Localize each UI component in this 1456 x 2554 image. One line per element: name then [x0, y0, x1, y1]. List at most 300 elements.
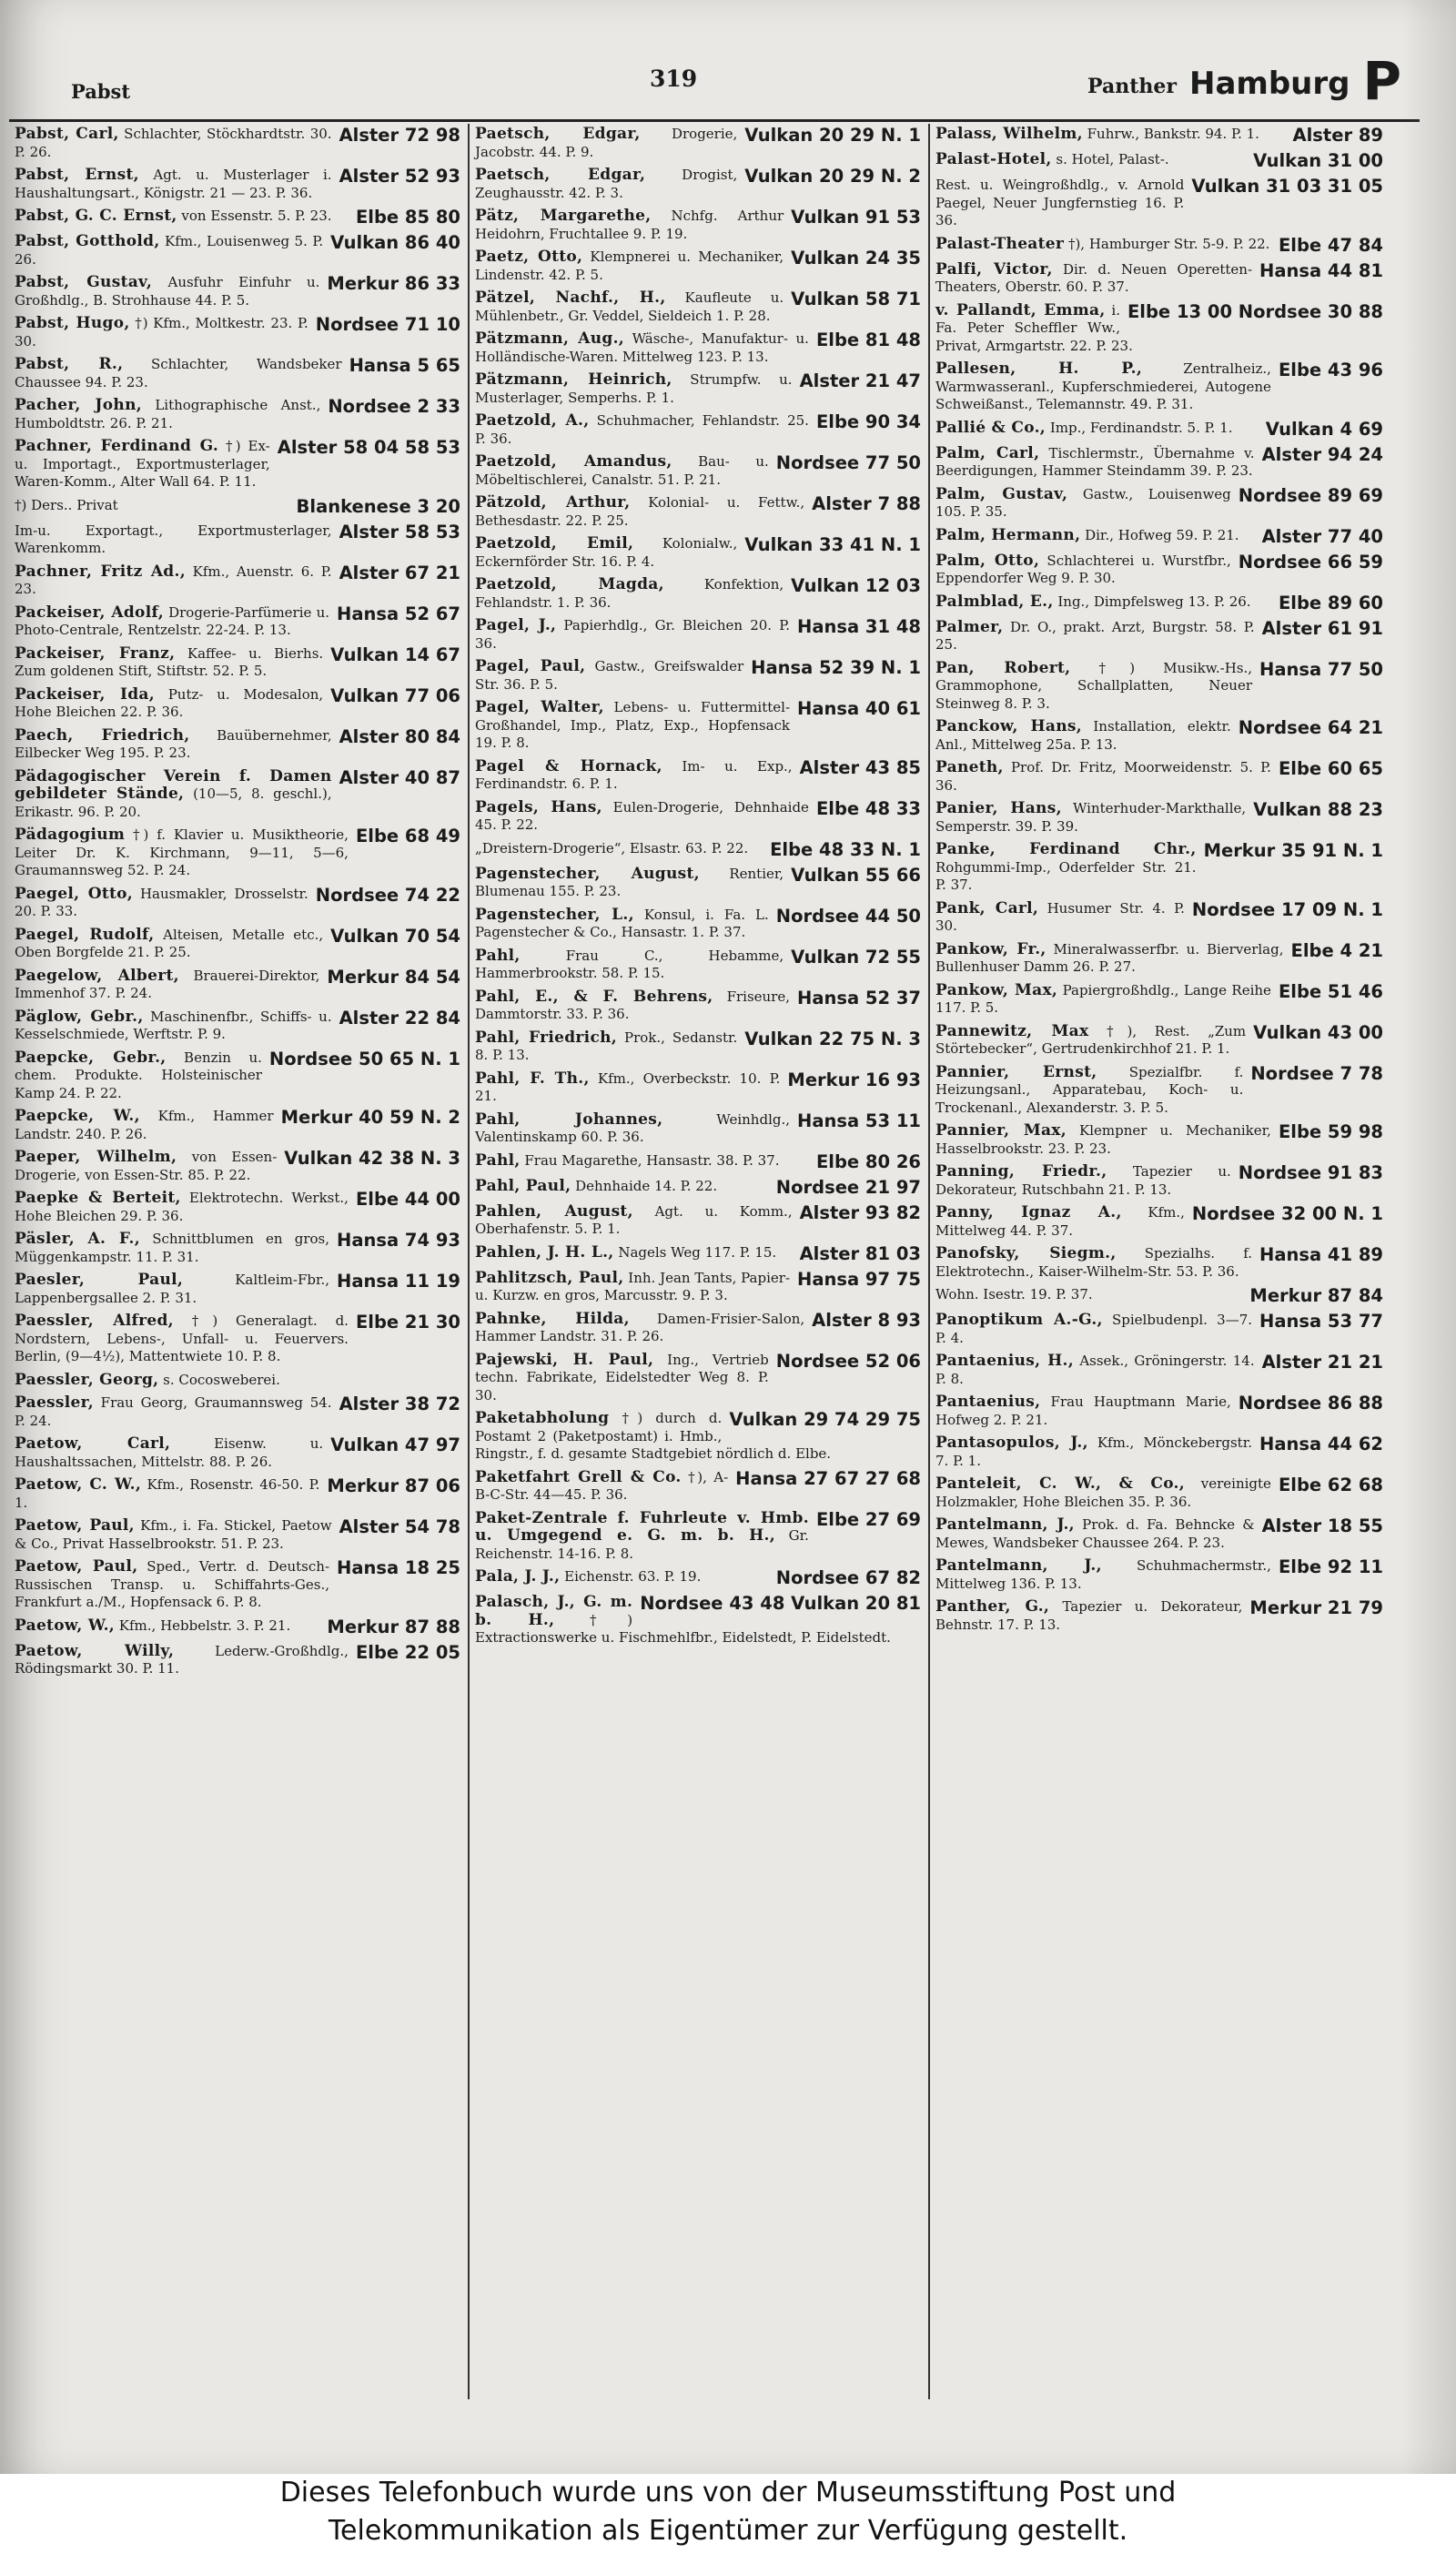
- directory-entry: [475, 1408, 921, 1467]
- entry-details: Agt. u. Musterlager i. Haushaltungsart., Königstr. 21 — 23. P. 36.: [15, 167, 332, 201]
- directory-entry: [15, 725, 460, 766]
- entry-name: Pannier, Ernst,: [935, 1062, 1097, 1081]
- directory-entry: [935, 1392, 1383, 1433]
- entry-name: Paech, Friedrich,: [15, 725, 190, 745]
- entry-details: „Dreistern-Drogerie“, Elsastr. 63. P. 22.: [475, 839, 749, 856]
- entry-name: Panteleit, C. W., & Co.,: [935, 1475, 1185, 1493]
- phone-number: Elbe 92 11: [1278, 1556, 1383, 1577]
- entry-details: †), A-B-C-Str. 44—45. P. 36.: [475, 1468, 729, 1503]
- entry-details: Papiergroßhdlg., Lange Reihe 117. P. 5.: [935, 981, 1271, 1016]
- entry-name: Panke, Ferdinand Chr.,: [935, 840, 1197, 858]
- entry-details: Dir., Hofweg 59. P. 21.: [1085, 526, 1239, 543]
- page-header: [71, 50, 1438, 112]
- directory-entry: [475, 838, 921, 864]
- directory-entry: [475, 410, 921, 451]
- phone-number: Elbe 85 80: [355, 207, 460, 228]
- section-letter: P: [1362, 50, 1401, 112]
- entry-details: Papierhdlg., Gr. Bleichen 20. P. 36.: [475, 617, 791, 652]
- phone-number: Vulkan 20 29 N. 2: [744, 166, 921, 187]
- entry-name: Pätzmann, Heinrich,: [475, 370, 672, 389]
- entry-details: Eisenw. u. Haushaltssachen, Mittelstr. 88. P. 26.: [15, 1435, 324, 1470]
- phone-number: Nordsee 21 97: [775, 1176, 921, 1198]
- entry-details: Sped., Vertr. d. Deutsch-Russischen Transp. u. Schiffahrts-Ges., Frankfurt a./M., Hopfensack 6. P. 8.: [15, 1558, 330, 1610]
- phone-number: Alster 58 53: [339, 521, 460, 542]
- entry-details: Wohn. Isestr. 19. P. 37.: [935, 1286, 1093, 1302]
- entry-name: Pahl, Paul,: [475, 1176, 571, 1195]
- phone-number: Alster 81 03: [799, 1242, 921, 1264]
- directory-entry: [475, 1201, 921, 1242]
- phone-number: Elbe 60 65: [1278, 758, 1383, 779]
- entry-name: Palmblad, E.,: [935, 592, 1054, 611]
- entry-name: Pantaenius, H.,: [935, 1352, 1074, 1370]
- directory-entry: [935, 124, 1383, 149]
- entry-details: Benzin u. chem. Produkte. Holsteinischer Kamp 24. P. 22.: [15, 1049, 262, 1101]
- entry-name: Packeiser, Franz,: [15, 644, 176, 663]
- entry-details: Schlachter, Stöckhardtstr. 30. P. 26.: [15, 126, 332, 160]
- phone-number: Vulkan 58 71: [791, 289, 921, 309]
- phone-number: Nordsee 50 65 N. 1: [268, 1048, 460, 1069]
- entry-name: Paepke & Berteit,: [15, 1189, 181, 1207]
- entry-details: Im- u. Exp., Ferdinandstr. 6. P. 1.: [475, 757, 793, 792]
- entry-details: Gastw., Louisenweg 105. P. 35.: [935, 485, 1231, 520]
- phone-number: Merkur 16 93: [787, 1069, 921, 1090]
- directory-entry: [935, 1021, 1383, 1062]
- entry-name: Pahlitzsch, Paul,: [475, 1268, 624, 1287]
- phone-number: Elbe 90 34: [815, 411, 921, 432]
- entry-details: Drogerie-Parfümerie u. Photo-Centrale, Rentzelstr. 22-24. P. 13.: [15, 603, 329, 638]
- entry-details: Friseure, Dammtorstr. 33. P. 36.: [475, 988, 790, 1022]
- entry-details: Brauerei-Direktor, Immenhof 37. P. 24.: [15, 967, 320, 1001]
- entry-name: Pankow, Max,: [935, 980, 1058, 999]
- phone-number: Vulkan 88 23: [1253, 799, 1383, 820]
- entry-details: Im-u. Exportagt., Exportmusterlager, Warenkomm.: [15, 522, 332, 556]
- entry-name: Pantaenius,: [935, 1393, 1041, 1411]
- entry-name: Pabst, Carl,: [15, 125, 119, 143]
- directory-entry: [935, 757, 1383, 798]
- directory-entry: [15, 684, 460, 725]
- phone-number: Vulkan 31 03 31 05: [1191, 176, 1383, 197]
- entry-name: Paketfahrt Grell & Co.: [475, 1467, 682, 1486]
- directory-entry: [935, 1556, 1383, 1596]
- footer-line-1: Dieses Telefonbuch wurde uns von der Museumsstiftung Post und: [279, 2477, 1177, 2508]
- entry-details: Kfm., Hebbelstr. 3. P. 21.: [118, 1617, 291, 1634]
- entry-details: †) Generalagt. d. Nordstern, Lebens-, Unfall- u. Feuervers. Berlin, (9—4½), Mattentwiete 10. P. 8.: [15, 1312, 349, 1364]
- entry-name: Pagel, Paul,: [475, 657, 586, 675]
- entry-name: Paessler, Alfred,: [15, 1312, 174, 1330]
- entry-details: Wäsche-, Manufaktur- u. Holländische-Waren. Mittelweg 123. P. 13.: [475, 330, 809, 365]
- phone-number: Hansa 31 48: [797, 616, 921, 637]
- phone-number: Vulkan 29 74 29 75: [729, 1409, 921, 1430]
- entry-name: Paessler,: [15, 1394, 94, 1412]
- entry-details: Fuhrw., Bankstr. 94. P. 1.: [1087, 126, 1259, 142]
- phone-number: Elbe 62 68: [1278, 1475, 1383, 1495]
- phone-number: Hansa 53 11: [797, 1110, 921, 1131]
- entry-details: Rohgummi-Imp., Oderfelder Str. 21. P. 37.: [935, 858, 1197, 893]
- directory-entry: [935, 1351, 1383, 1392]
- directory-entry: [475, 370, 921, 410]
- entry-name: Pabst, Gustav,: [15, 273, 153, 291]
- phone-number: Alster 72 98: [339, 125, 460, 146]
- directory-entry: [475, 1566, 921, 1592]
- directory-entry: [475, 451, 921, 492]
- entry-name: Packeiser, Adolf,: [15, 603, 164, 622]
- directory-entry: [935, 1243, 1383, 1284]
- phone-number: Elbe 21 30: [355, 1312, 460, 1333]
- directory-entry: [15, 206, 460, 231]
- entry-details: Husumer Str. 4. P. 30.: [935, 899, 1185, 934]
- phone-number: Hansa 52 37: [797, 987, 921, 1008]
- phone-number: Hansa 44 81: [1259, 259, 1383, 281]
- entry-details: Schuhmachermstr., Mittelweg 136. P. 13.: [935, 1557, 1271, 1592]
- directory-entry: [475, 492, 921, 533]
- entry-name: Pahl, E., & F. Behrens,: [475, 987, 713, 1006]
- phone-number: Nordsee 44 50: [775, 905, 921, 927]
- entry-details: Winterhuder-Markthalle, Semperstr. 39. P. 39.: [935, 800, 1247, 835]
- entry-details: Kfm., Hammer Landstr. 240. P. 26.: [15, 1108, 274, 1142]
- entry-details: Gr. Reichenstr. 14-16. P. 8.: [475, 1527, 809, 1562]
- directory-entry: [15, 925, 460, 966]
- directory-entry: [935, 1474, 1383, 1515]
- entry-name: Pagenstecher, August,: [475, 864, 700, 883]
- phone-number: Vulkan 33 41 N. 1: [744, 534, 921, 555]
- entry-name: Paegel, Otto,: [15, 884, 133, 903]
- directory-entry: [935, 716, 1383, 757]
- entry-name: Paetzold, A.,: [475, 411, 590, 430]
- entry-details: Lithographische Anst., Humboldtstr. 26. P. 21.: [15, 397, 321, 431]
- directory-entry: [15, 1311, 460, 1370]
- phone-number: Blankenese 3 20: [296, 495, 460, 517]
- entry-details: Alteisen, Metalle etc., Oben Borgfelde 21. P. 25.: [15, 926, 324, 960]
- entry-name: Paepcke, W.,: [15, 1107, 140, 1125]
- phone-number: Merkur 87 88: [327, 1616, 460, 1637]
- entry-name: Pan, Robert,: [935, 658, 1071, 677]
- phone-number: Vulkan 72 55: [791, 946, 921, 968]
- directory-entry: [935, 1120, 1383, 1161]
- entry-details: Spielbudenpl. 3—7. P. 4.: [935, 1312, 1253, 1346]
- directory-entry: [935, 1062, 1383, 1121]
- phone-number: Nordsee 17 09 N. 1: [1191, 898, 1383, 920]
- entry-name: Pahl, Friedrich,: [475, 1028, 617, 1047]
- directory-entry: [475, 288, 921, 329]
- directory-entry: [15, 1106, 460, 1147]
- entry-details: Tapezier u. Dekorateur, Rutschbahn 21. P. 13.: [935, 1163, 1231, 1198]
- entry-details: (10—5, 8. geschl.), Erikastr. 96. P. 20.: [15, 785, 332, 820]
- directory-entry: [475, 1110, 921, 1150]
- entry-details: Inh. Jean Tants, Papier- u. Kurzw. en gros, Marcusstr. 9. P. 3.: [475, 1269, 791, 1303]
- phone-number: Elbe 27 69: [815, 1508, 921, 1530]
- entry-name: Pantasopulos, J.,: [935, 1434, 1088, 1452]
- entry-name: Pacher, John,: [15, 396, 142, 414]
- entry-name: Paetsch, Edgar,: [475, 166, 646, 184]
- entry-name: Paeper, Wilhelm,: [15, 1148, 177, 1166]
- directory-entry: [15, 1007, 460, 1048]
- phone-number: Nordsee 89 69: [1238, 484, 1383, 506]
- entry-name: Panoptikum A.-G.,: [935, 1311, 1103, 1329]
- phone-number: Alster 40 87: [339, 766, 460, 788]
- entry-name: Päglow, Gebr.,: [15, 1007, 144, 1026]
- entry-details: Lebens- u. Futtermittel-Großhandel, Imp., Platz, Exp., Hopfensack 19. P. 8.: [475, 699, 791, 751]
- directory-entry: [935, 1596, 1383, 1637]
- entry-details: Kaufleute u. Mühlenbetr., Gr. Veddel, Sieldeich 1. P. 28.: [475, 289, 784, 324]
- entry-details: Nagels Weg 117. P. 15.: [618, 1243, 777, 1261]
- entry-name: Paetow, Carl,: [15, 1434, 171, 1453]
- phone-number: Alster 18 55: [1261, 1515, 1383, 1536]
- entry-details: †), Rest. „Zum Störtebecker“, Gertrudenkirchhof 21. P. 1.: [935, 1022, 1247, 1057]
- directory-entry: [15, 1434, 460, 1475]
- phone-number: Nordsee 71 10: [315, 314, 460, 335]
- phone-number: Hansa 44 62: [1259, 1434, 1383, 1454]
- directory-entry: [475, 329, 921, 370]
- directory-entry: [935, 259, 1383, 300]
- directory-entry: [15, 884, 460, 925]
- entry-details: Tischlermstr., Übernahme v. Beerdigungen, Hammer Steindamm 39. P. 23.: [935, 444, 1255, 479]
- entry-details: Rentier, Blumenau 155. P. 23.: [475, 865, 784, 899]
- entry-details: Gastw., Greifswalder Str. 36. P. 5.: [475, 658, 744, 693]
- directory-entry: [475, 165, 921, 206]
- phone-number: Elbe 59 98: [1278, 1121, 1383, 1142]
- directory-entry: [935, 658, 1383, 717]
- directory-entry: [15, 1641, 460, 1682]
- phone-number: Elbe 4 21: [1290, 939, 1383, 961]
- directory-entry: [935, 443, 1383, 484]
- entry-details: Mineralwasserfbr. u. Bierverlag, Bullenhuser Damm 26. P. 27.: [935, 940, 1284, 975]
- entry-details: von Essenstr. 5. P. 23.: [181, 208, 332, 224]
- directory-entry: [475, 946, 921, 987]
- entry-name: Palass, Wilhelm,: [935, 125, 1083, 143]
- entry-details: Dir. d. Neuen Operetten-Theaters, Oberstr. 60. P. 37.: [935, 260, 1253, 295]
- directory-entry: [475, 697, 921, 756]
- phone-number: Vulkan 86 40: [330, 232, 460, 253]
- phone-number: Hansa 5 65: [349, 355, 460, 376]
- directory-entry: [15, 124, 460, 165]
- entry-name: Paetz, Otto,: [475, 248, 583, 266]
- phone-number: Hansa 40 61: [797, 698, 921, 719]
- entry-name: Paketabholung: [475, 1409, 610, 1427]
- phone-number: Nordsee 64 21: [1238, 717, 1383, 738]
- entry-details: Frau Hauptmann Marie, Hofweg 2. P. 21.: [935, 1394, 1231, 1428]
- entry-details: Schlachterei u. Wurstfbr., Eppendorfer Weg 9. P. 30.: [935, 552, 1231, 586]
- directory-entry: [935, 617, 1383, 658]
- directory-entry: [475, 1467, 921, 1508]
- directory-entry: [935, 1161, 1383, 1202]
- directory-entry: [475, 1508, 921, 1567]
- entry-details: s. Cocosweberei.: [163, 1371, 280, 1388]
- phone-number: Nordsee 52 06: [775, 1350, 921, 1372]
- directory-entry: [475, 574, 921, 615]
- entry-name: Panier, Hans,: [935, 799, 1062, 817]
- page-number: 319: [650, 66, 698, 92]
- phone-number: Nordsee 86 88: [1238, 1393, 1383, 1414]
- entry-details: Ing., Dimpfelsweg 13. P. 26.: [1057, 593, 1251, 610]
- entry-name: Pajewski, H. Paul,: [475, 1350, 654, 1369]
- directory-entry: [475, 905, 921, 946]
- entry-details: Ausfuhr Einfuhr u. Großhdlg., B. Strohhause 44. P. 5.: [15, 274, 320, 309]
- phone-number: Elbe 22 05: [355, 1641, 460, 1663]
- phone-number: Merkur 35 91 N. 1: [1203, 840, 1383, 861]
- directory-entry: [935, 1310, 1383, 1351]
- entry-name: Palast-Hotel,: [935, 150, 1052, 168]
- entry-details: Frau Magarethe, Hansastr. 38. P. 37.: [524, 1151, 780, 1169]
- entry-details: †) Ex- u. Importagt., Exportmusterlager, Waren-Komm., Alter Wall 64. P. 11.: [15, 438, 270, 490]
- phone-number: Alster 77 40: [1261, 525, 1383, 547]
- phone-number: Alster 38 72: [339, 1394, 460, 1414]
- entry-details: Kfm., Louisenweg 5. P. 26.: [15, 233, 324, 268]
- entry-details: Kfm., Mittelweg 44. P. 37.: [935, 1204, 1185, 1239]
- entry-details: Ing., Vertrieb techn. Fabrikate, Eidelstedter Weg 8. P. 30.: [475, 1351, 769, 1404]
- entry-details: Maschinenfbr., Schiffs- u. Kesselschmiede, Werftstr. P. 9.: [15, 1008, 332, 1042]
- entry-details: Tapezier u. Dekorateur, Behnstr. 17. P. 13.: [935, 1598, 1243, 1633]
- entry-name: Paepcke, Gebr.,: [15, 1048, 167, 1067]
- entry-details: Kaffee- u. Bierhs. Zum goldenen Stift, Stiftstr. 52. P. 5.: [15, 644, 324, 679]
- entry-details: Putz- u. Modesalon, Hohe Bleichen 22. P. 36.: [15, 685, 324, 720]
- phone-number: Hansa 52 39 N. 1: [751, 657, 921, 678]
- entry-details: Kfm., Auenstr. 6. P. 23.: [15, 562, 332, 597]
- directory-entry: [935, 175, 1383, 234]
- entry-name: Palm, Gustav,: [935, 484, 1068, 503]
- entry-name: Pantelmann, J.,: [935, 1515, 1075, 1534]
- right-guide-word: Panther: [1087, 75, 1177, 98]
- entry-name: Pachner, Fritz Ad.,: [15, 562, 186, 581]
- directory-entry: [935, 418, 1383, 443]
- entry-name: Pank, Carl,: [935, 898, 1039, 917]
- directory-entry: [15, 231, 460, 272]
- phone-number: Vulkan 20 29 N. 1: [744, 125, 921, 146]
- directory-entry: [15, 1147, 460, 1188]
- entry-details: †) durch d. Postamt 2 (Paketpostamt) i. Hmb., Ringstr., f. d. gesamte Stadtgebiet nördlich d. Elbe.: [475, 1410, 832, 1462]
- entry-name: Pabst, Gotthold,: [15, 232, 160, 250]
- column-left: [9, 124, 470, 2399]
- entry-details: Dehnhaide 14. P. 22.: [575, 1177, 718, 1194]
- directory-entry: [15, 1229, 460, 1270]
- directory-entry: [15, 766, 460, 826]
- entry-name: Panning, Friedr.,: [935, 1162, 1107, 1181]
- entry-name: Palmer,: [935, 617, 1004, 636]
- entry-details: Agt. u. Komm., Oberhafenstr. 5. P. 1.: [475, 1202, 793, 1237]
- directory-entry: [475, 1150, 921, 1176]
- entry-details: Konfektion, Fehlandstr. 1. P. 36.: [475, 576, 784, 611]
- entry-details: Kfm., Overbeckstr. 10. P. 21.: [475, 1069, 781, 1104]
- directory-entry: [475, 756, 921, 797]
- entry-name: Palm, Carl,: [935, 443, 1040, 462]
- directory-entry: [475, 247, 921, 288]
- entry-details: vereinigte Holzmakler, Hohe Bleichen 35. P. 36.: [935, 1475, 1271, 1510]
- directory-entry: [475, 1069, 921, 1110]
- entry-name: Pahl, F. Th.,: [475, 1069, 590, 1088]
- phone-number: Alster 80 84: [339, 725, 460, 747]
- directory-entry: [15, 603, 460, 644]
- phone-number: Merkur 21 79: [1249, 1597, 1383, 1618]
- phone-number: Vulkan 70 54: [330, 925, 460, 947]
- entry-name: Pantelmann, J.,: [935, 1556, 1102, 1575]
- entry-details: Klempnerei u. Mechaniker, Lindenstr. 42. P. 5.: [475, 248, 784, 283]
- entry-name: Paetow, Paul,: [15, 1557, 138, 1576]
- phone-number: Alster 61 91: [1261, 617, 1383, 639]
- entry-name: Pätzmann, Aug.,: [475, 329, 625, 348]
- footer-line-2: Telekommunikation als Eigentümer zur Verfügung gestellt.: [328, 2515, 1128, 2547]
- directory-entry: [15, 1270, 460, 1311]
- entry-columns: [9, 124, 1392, 2399]
- directory-entry: [935, 1433, 1383, 1474]
- directory-entry: [935, 1202, 1383, 1243]
- directory-entry: [15, 495, 460, 521]
- entry-name: Pabst, Hugo,: [15, 314, 130, 332]
- phone-number: Merkur 87 84: [1249, 1285, 1383, 1306]
- directory-entry: [15, 1515, 460, 1556]
- directory-entry: [475, 1350, 921, 1409]
- phone-number: Nordsee 32 00 N. 1: [1191, 1203, 1383, 1224]
- entry-details: Kfm., i. Fa. Stickel, Paetow & Co., Privat Hasselbrookstr. 51. P. 23.: [15, 1517, 332, 1552]
- entry-name: Pannewitz, Max: [935, 1021, 1089, 1040]
- entry-details: Eulen-Drogerie, Dehnhaide 45. P. 22.: [475, 798, 809, 833]
- entry-name: Packeiser, Ida,: [15, 684, 155, 704]
- phone-number: Alster 52 93: [339, 166, 460, 187]
- directory-entry: [935, 525, 1383, 551]
- entry-name: Paetow, C. W.,: [15, 1475, 142, 1494]
- phone-number: Hansa 11 19: [337, 1271, 460, 1292]
- phone-number: Elbe 81 48: [815, 329, 921, 350]
- directory-entry: [935, 1515, 1383, 1556]
- phone-number: Hansa 27 67 27 68: [735, 1467, 921, 1489]
- entry-details: Prok., Sedanstr. 8. P. 13.: [475, 1029, 738, 1063]
- phone-number: Alster 93 82: [799, 1201, 921, 1223]
- entry-name: Paegel, Rudolf,: [15, 925, 155, 944]
- directory-entry: [475, 1028, 921, 1069]
- phone-number: Alster 67 21: [339, 562, 460, 583]
- city-name: Hamburg: [1189, 66, 1350, 102]
- phone-number: Vulkan 4 69: [1265, 418, 1383, 440]
- entry-details: Lederw.-Großhdlg., Rödingsmarkt 30. P. 11.: [15, 1642, 349, 1677]
- directory-entry: [15, 825, 460, 884]
- entry-name: Pagels, Hans,: [475, 797, 602, 816]
- header-rule: [9, 119, 1420, 122]
- entry-details: Bau- u. Möbeltischlerei, Canalstr. 51. P. 21.: [475, 453, 769, 488]
- entry-name: Pankow, Fr.,: [935, 939, 1046, 958]
- entry-name: Pallié & Co.,: [935, 418, 1046, 437]
- phone-number: Vulkan 24 35: [791, 248, 921, 269]
- directory-entry: [15, 395, 460, 436]
- entry-name: Panny, Ignaz A.,: [935, 1203, 1122, 1221]
- entry-details: Kfm., Rosenstr. 46-50. P. 1.: [15, 1476, 320, 1511]
- directory-entry: [15, 436, 460, 495]
- directory-entry: [475, 1309, 921, 1350]
- directory-entry: [15, 1188, 460, 1229]
- entry-name: Paessler, Georg,: [15, 1370, 159, 1389]
- entry-details: Kfm., Mönckebergstr. 7. P. 1.: [935, 1434, 1253, 1469]
- phone-number: Elbe 47 84: [1278, 234, 1383, 256]
- directory-entry: [475, 1242, 921, 1268]
- entry-name: Paetzold, Magda,: [475, 575, 664, 593]
- entry-name: Pahlen, J. H. L.,: [475, 1242, 614, 1262]
- entry-details: Bauübernehmer, Eilbecker Weg 195. P. 23.: [15, 726, 332, 761]
- directory-entry: [15, 313, 460, 354]
- entry-details: Elektrotechn. Werkst., Hohe Bleichen 29. P. 36.: [15, 1190, 349, 1224]
- entry-details: Imp., Ferdinandstr. 5. P. 1.: [1049, 419, 1233, 436]
- entry-name: Pädagogium: [15, 826, 126, 844]
- phone-number: Alster 7 88: [812, 493, 921, 514]
- phone-number: Merkur 86 33: [327, 273, 460, 294]
- directory-entry: [15, 1475, 460, 1515]
- phone-number: Vulkan 31 00: [1253, 150, 1383, 171]
- phone-number: Elbe 44 00: [355, 1189, 460, 1210]
- entry-details: †) Ders.. Privat: [15, 496, 118, 513]
- directory-entry: [475, 206, 921, 247]
- phone-number: Elbe 89 60: [1278, 592, 1383, 613]
- entry-name: Päsler, A. F.,: [15, 1230, 140, 1248]
- phone-number: Alster 21 21: [1261, 1352, 1383, 1373]
- phone-number: Alster 94 24: [1261, 443, 1383, 465]
- phone-number: Merkur 84 54: [327, 966, 460, 988]
- entry-name: Pala, J. J.,: [475, 1567, 561, 1586]
